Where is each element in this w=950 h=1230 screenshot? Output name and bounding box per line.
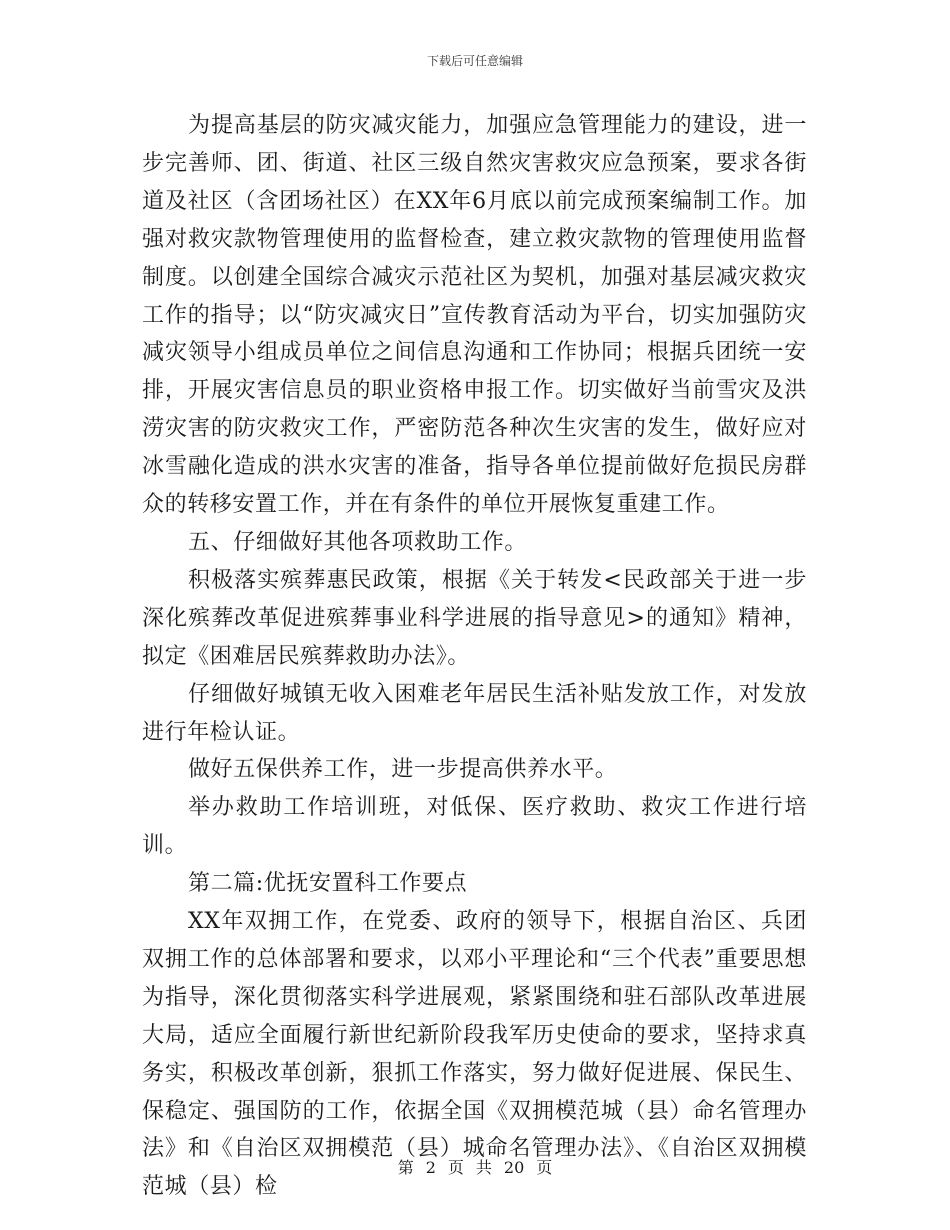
total-page-number: 20 [503, 1158, 525, 1177]
paragraph-5: 做好五保供养工作，进一步提高供养水平。 [188, 757, 618, 783]
page-footer [0, 1158, 950, 1178]
paragraph-3: 积极落实殡葬惠民政策，根据《关于转发<民政部关于进一步深化殡葬改革促进殡葬事业科学进展的指导意见>的通知》精神，拟定《困难居民殡葬救助办法》。 [142, 567, 807, 669]
page-header: 下载后可任意编辑 [426, 54, 523, 68]
page-mid: 页 [447, 1158, 464, 1177]
paragraph-2: 五、仔细做好其他各项救助工作。 [188, 529, 528, 555]
paragraph-7: XX年双拥工作，在党委、政府的领导下，根据自治区、兵团双拥工作的总体部署和要求，以邓小平理论和“三个代表”重要思想为指导，深化贯彻落实科学进展观，紧紧围绕和驻石部队改革进展大局，适应全面履行新世纪新阶段我军历史使命的要求，坚持求真务实，积极改革创新，狠抓工作落实，努力做好促进展、保民生、保稳定、强国防的工作，依据全国《双拥模范城（县）命名管理办法》和《自治区双拥模范（县）城命名管理办法》、《自治区双拥模范城（县）检 [142, 909, 807, 1200]
paragraph-4: 仔细做好城镇无收入困难老年居民生活补贴发放工作，对发放进行年检认证。 [142, 681, 807, 745]
page-suffix: 页 [536, 1158, 553, 1177]
paragraph-1: 为提高基层的防灾减灾能力，加强应急管理能力的建设，进一步完善师、团、街道、社区三级自然灾害救灾应急预案，要求各街道及社区（含团场社区）在XX年6月底以前完成预案编制工作。加强对救灾款物管理使用的监督检查，建立救灾款物的管理使用监督制度。以创建全国综合减灾示范社区为契机，加强对基层减灾救灾工作的指导；以“防灾减灾日”宣传教育活动为平台，切实加强防灾减灾领导小组成员单位之间信息沟通和工作协同；根据兵团统一安排，开展灾害信息员的职业资格申报工作。切实做好当前雪灾及洪涝灾害的防灾救灾工作，严密防范各种次生灾害的发生，做好应对冰雪融化造成的洪水灾害的准备，指导各单位提前做好危损民房群众的转移安置工作，并在有条件的单位开展恢复重建工作。 [142, 113, 807, 518]
total-prefix: 共 [475, 1158, 492, 1177]
section-heading: 第二篇:优抚安置科工作要点 [188, 871, 468, 897]
page-prefix: 第 [397, 1158, 414, 1177]
document-body [142, 107, 807, 1206]
paragraph-6: 举办救助工作培训班，对低保、医疗救助、救灾工作进行培训。 [142, 795, 807, 859]
current-page-number: 2 [425, 1158, 436, 1177]
